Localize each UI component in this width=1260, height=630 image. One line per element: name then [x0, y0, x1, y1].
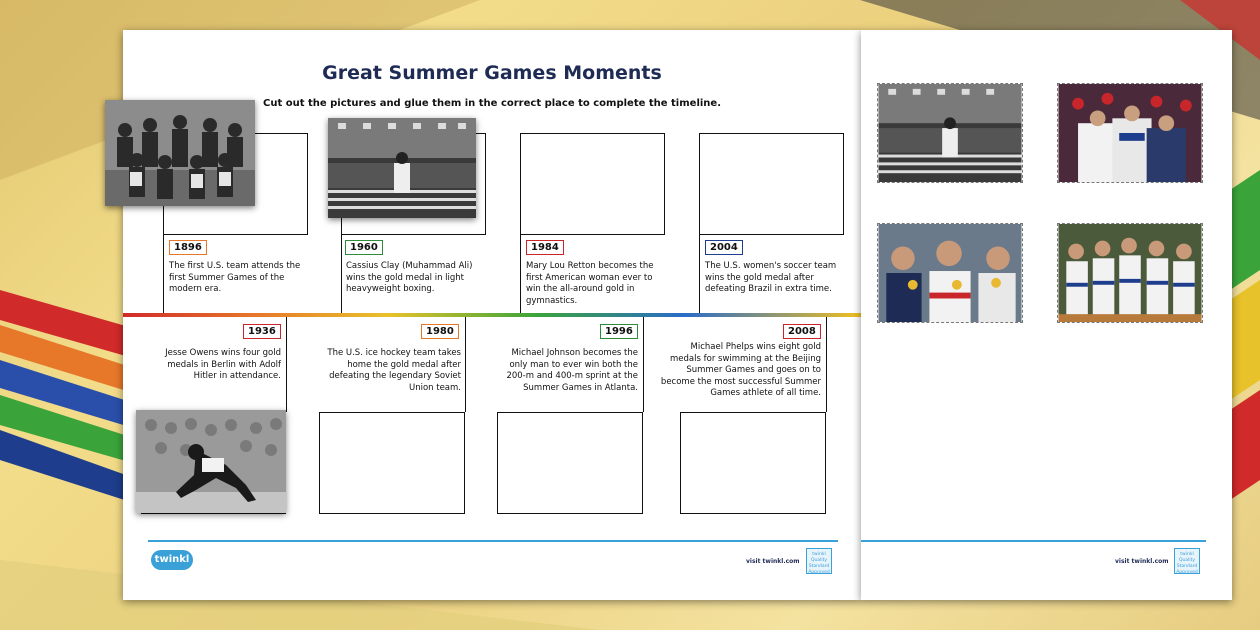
timeline-connector [520, 235, 521, 315]
cutout-swimmers-photo [877, 223, 1023, 323]
quality-badge: twinkl Quality Standard Approved [806, 548, 832, 574]
visit-link[interactable]: visit twinkl.com [746, 558, 800, 565]
event-text-1996: Michael Johnson becomes the only man to ever win both the 200-m and 400-m sprint at the Summer Games in Atlanta. [506, 348, 638, 393]
sprinter-photo-1936 [136, 410, 286, 513]
cutout-hockey-photo [1057, 83, 1203, 183]
photo-slot-1980 [319, 412, 465, 514]
page-title: Great Summer Games Moments [322, 62, 662, 84]
footer-rule [148, 540, 838, 542]
event-text-2008: Michael Phelps wins eight gold medals for swimming at the Beijing Summer Games and goes on to become the most successful Summer Games athlete of all time. [660, 342, 821, 398]
year-label-1996: 1996 [600, 324, 638, 339]
year-label-1936: 1936 [243, 324, 281, 339]
year-label-2008: 2008 [783, 324, 821, 339]
event-text-2004: The U.S. women's soccer team wins the gold medal after defeating Brazil in extra time. [705, 261, 837, 294]
event-text-1984: Mary Lou Retton becomes the first American woman ever to win the all-around gold in gymnastics. [526, 261, 654, 306]
timeline-connector [163, 235, 164, 315]
team-photo-1896 [105, 100, 255, 206]
timeline-connector [826, 317, 827, 412]
visit-link[interactable]: visit twinkl.com [1115, 558, 1169, 565]
cutout-boxing-photo [877, 83, 1023, 183]
timeline-connector [341, 235, 342, 315]
year-label-1896: 1896 [169, 240, 207, 255]
event-text-1980: The U.S. ice hockey team takes home the gold medal after defeating the legendary Soviet Union team. [327, 348, 461, 393]
photo-slot-1984 [520, 133, 665, 235]
timeline-bar [123, 313, 861, 317]
timeline-connector [643, 317, 644, 412]
photo-slot-2004 [699, 133, 844, 235]
event-text-1936: Jesse Owens wins four gold medals in Berlin with Adolf Hitler in attendance. [165, 348, 281, 381]
cutout-soccer-team-photo [1057, 223, 1203, 323]
instructions: Cut out the pictures and glue them in the correct place to complete the timeline. [263, 98, 721, 109]
footer-rule [861, 540, 1206, 542]
year-label-1980: 1980 [421, 324, 459, 339]
quality-badge: twinkl Quality Standard Approved [1174, 548, 1200, 574]
boxing-photo-1960 [328, 118, 476, 218]
twinkl-logo: twinkl [151, 550, 193, 570]
timeline-connector [286, 317, 287, 412]
timeline-connector [465, 317, 466, 412]
year-label-2004: 2004 [705, 240, 743, 255]
year-label-1984: 1984 [526, 240, 564, 255]
year-label-1960: 1960 [345, 240, 383, 255]
timeline-connector [699, 235, 700, 315]
cutout-sheet [861, 30, 1232, 600]
timeline-sheet [123, 30, 861, 600]
event-text-1896: The first U.S. team attends the first Summer Games of the modern era. [169, 261, 301, 294]
photo-slot-2008 [680, 412, 826, 514]
event-text-1960: Cassius Clay (Muhammad Ali) wins the gold medal in light heavyweight boxing. [346, 261, 473, 294]
photo-slot-1996 [497, 412, 643, 514]
